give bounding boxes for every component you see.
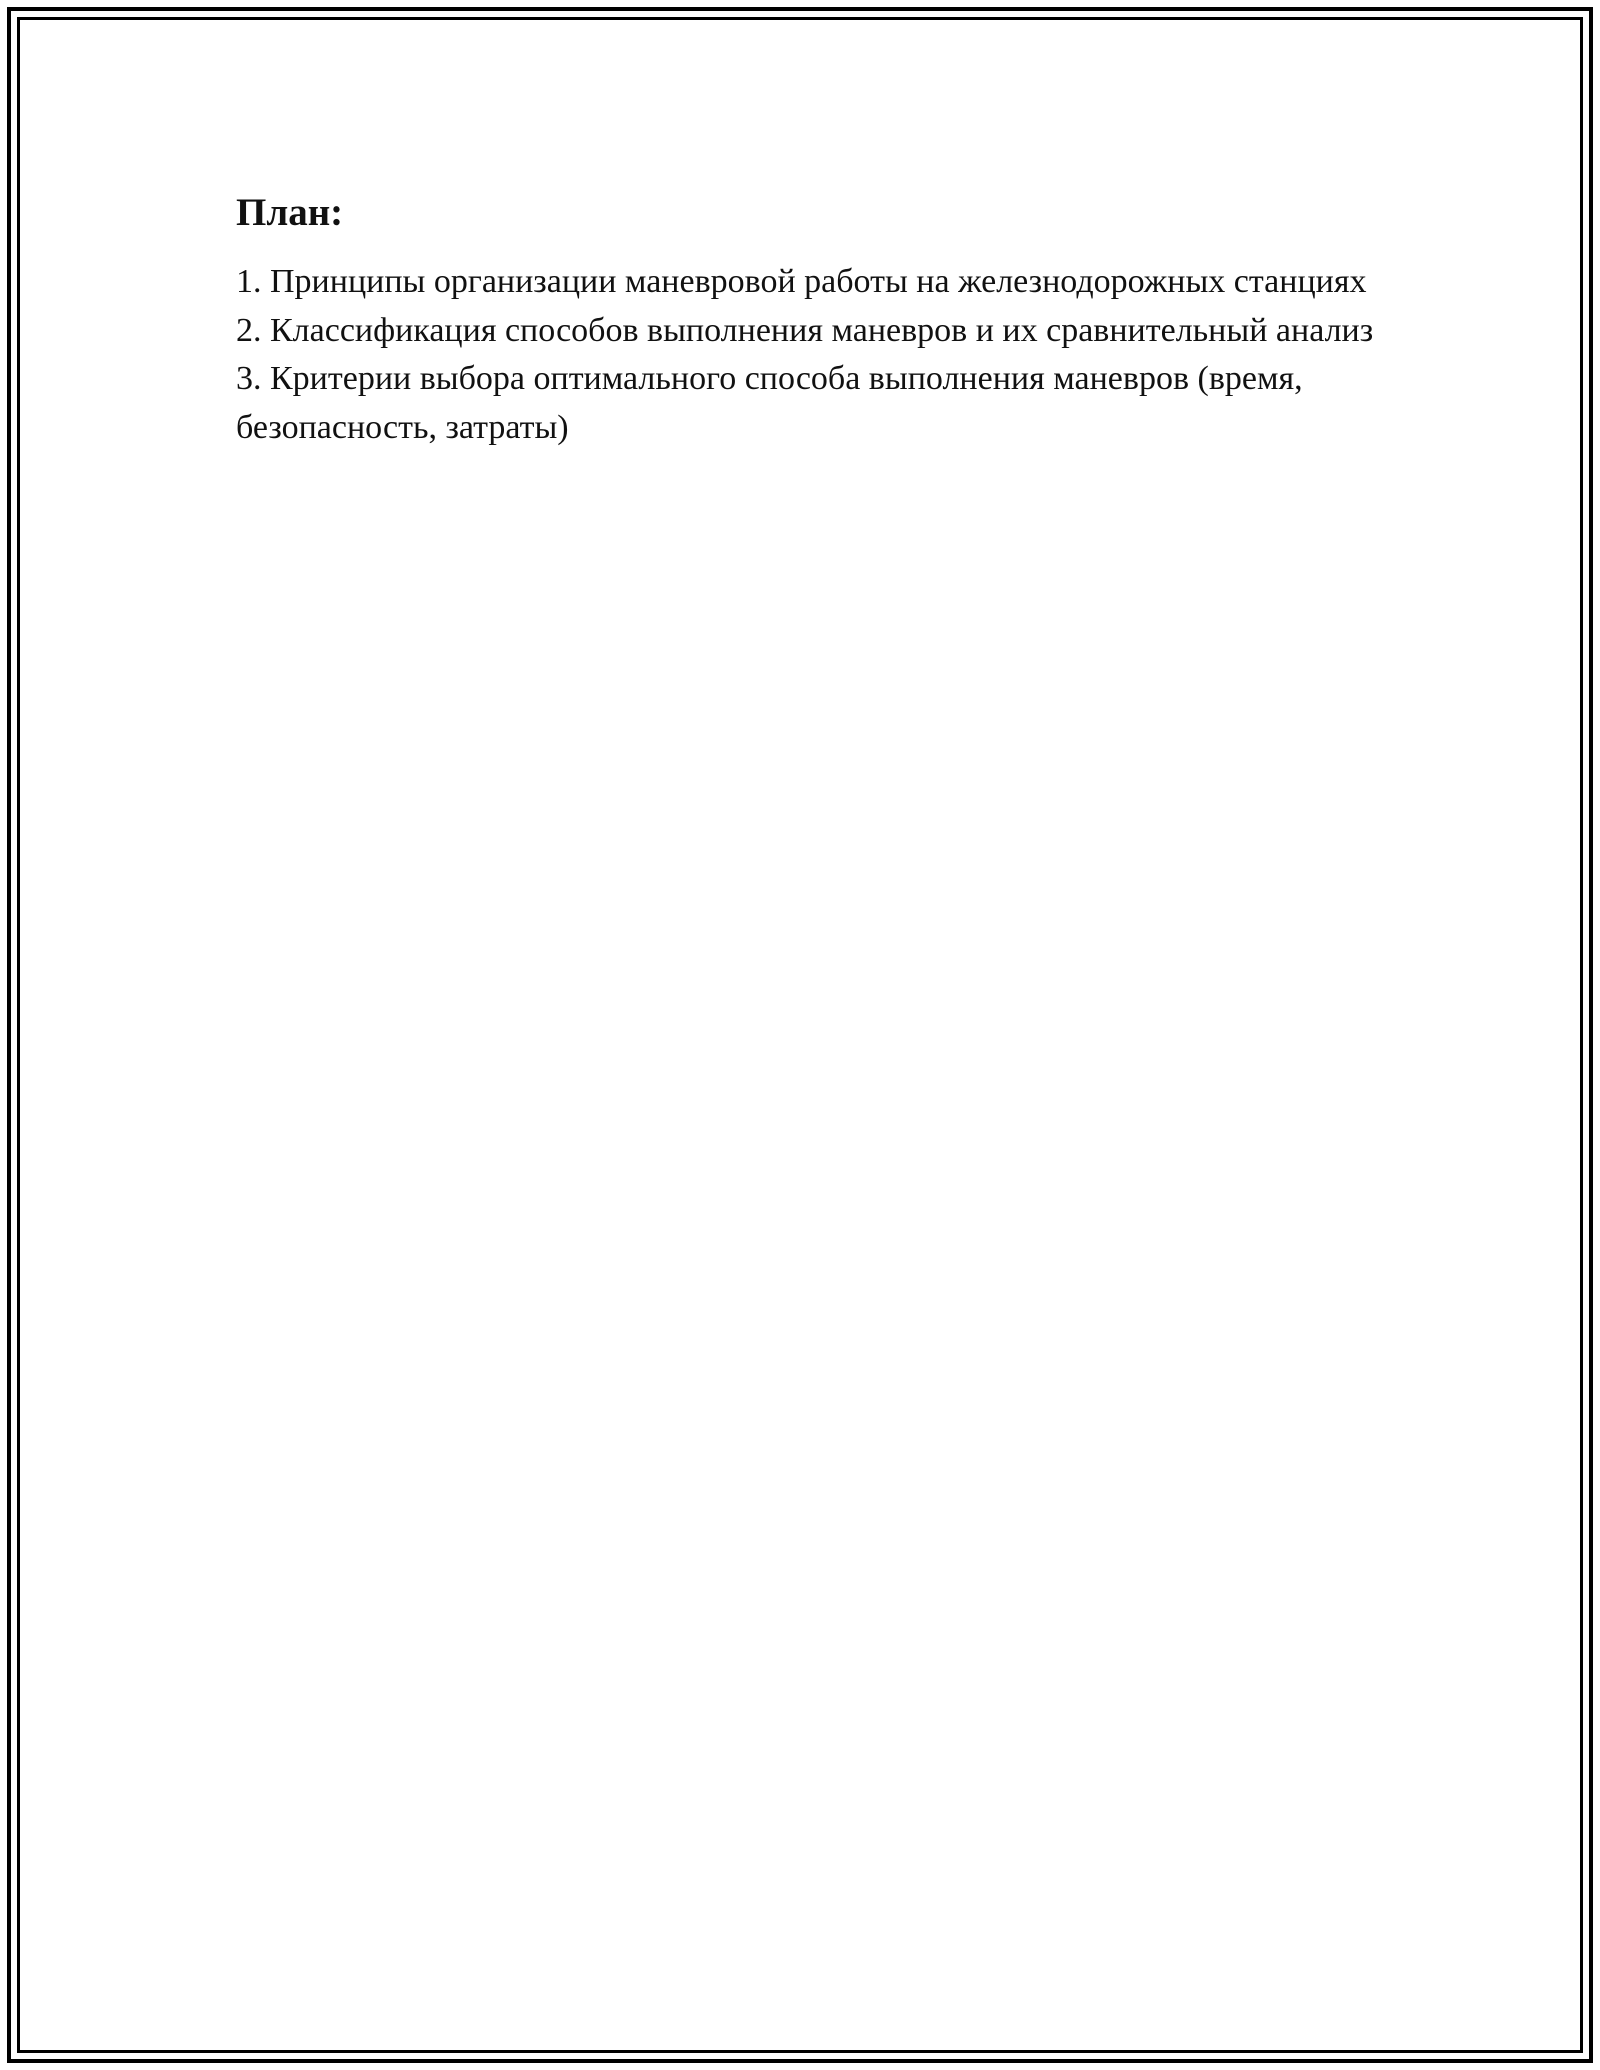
page-content — [236, 186, 1376, 452]
plan-item-3: 3. Критерии выбора оптимального способа выполнения маневров (время, безопасность, затраты) — [236, 360, 1303, 446]
plan-heading: План: — [236, 191, 344, 234]
plan-item-1: 1. Принципы организации маневровой работы на железнодорожных станциях — [236, 263, 1367, 300]
plan-list — [236, 258, 1376, 452]
plan-item-2: 2. Классификация способов выполнения маневров и их сравнительный анализ — [236, 311, 1374, 349]
